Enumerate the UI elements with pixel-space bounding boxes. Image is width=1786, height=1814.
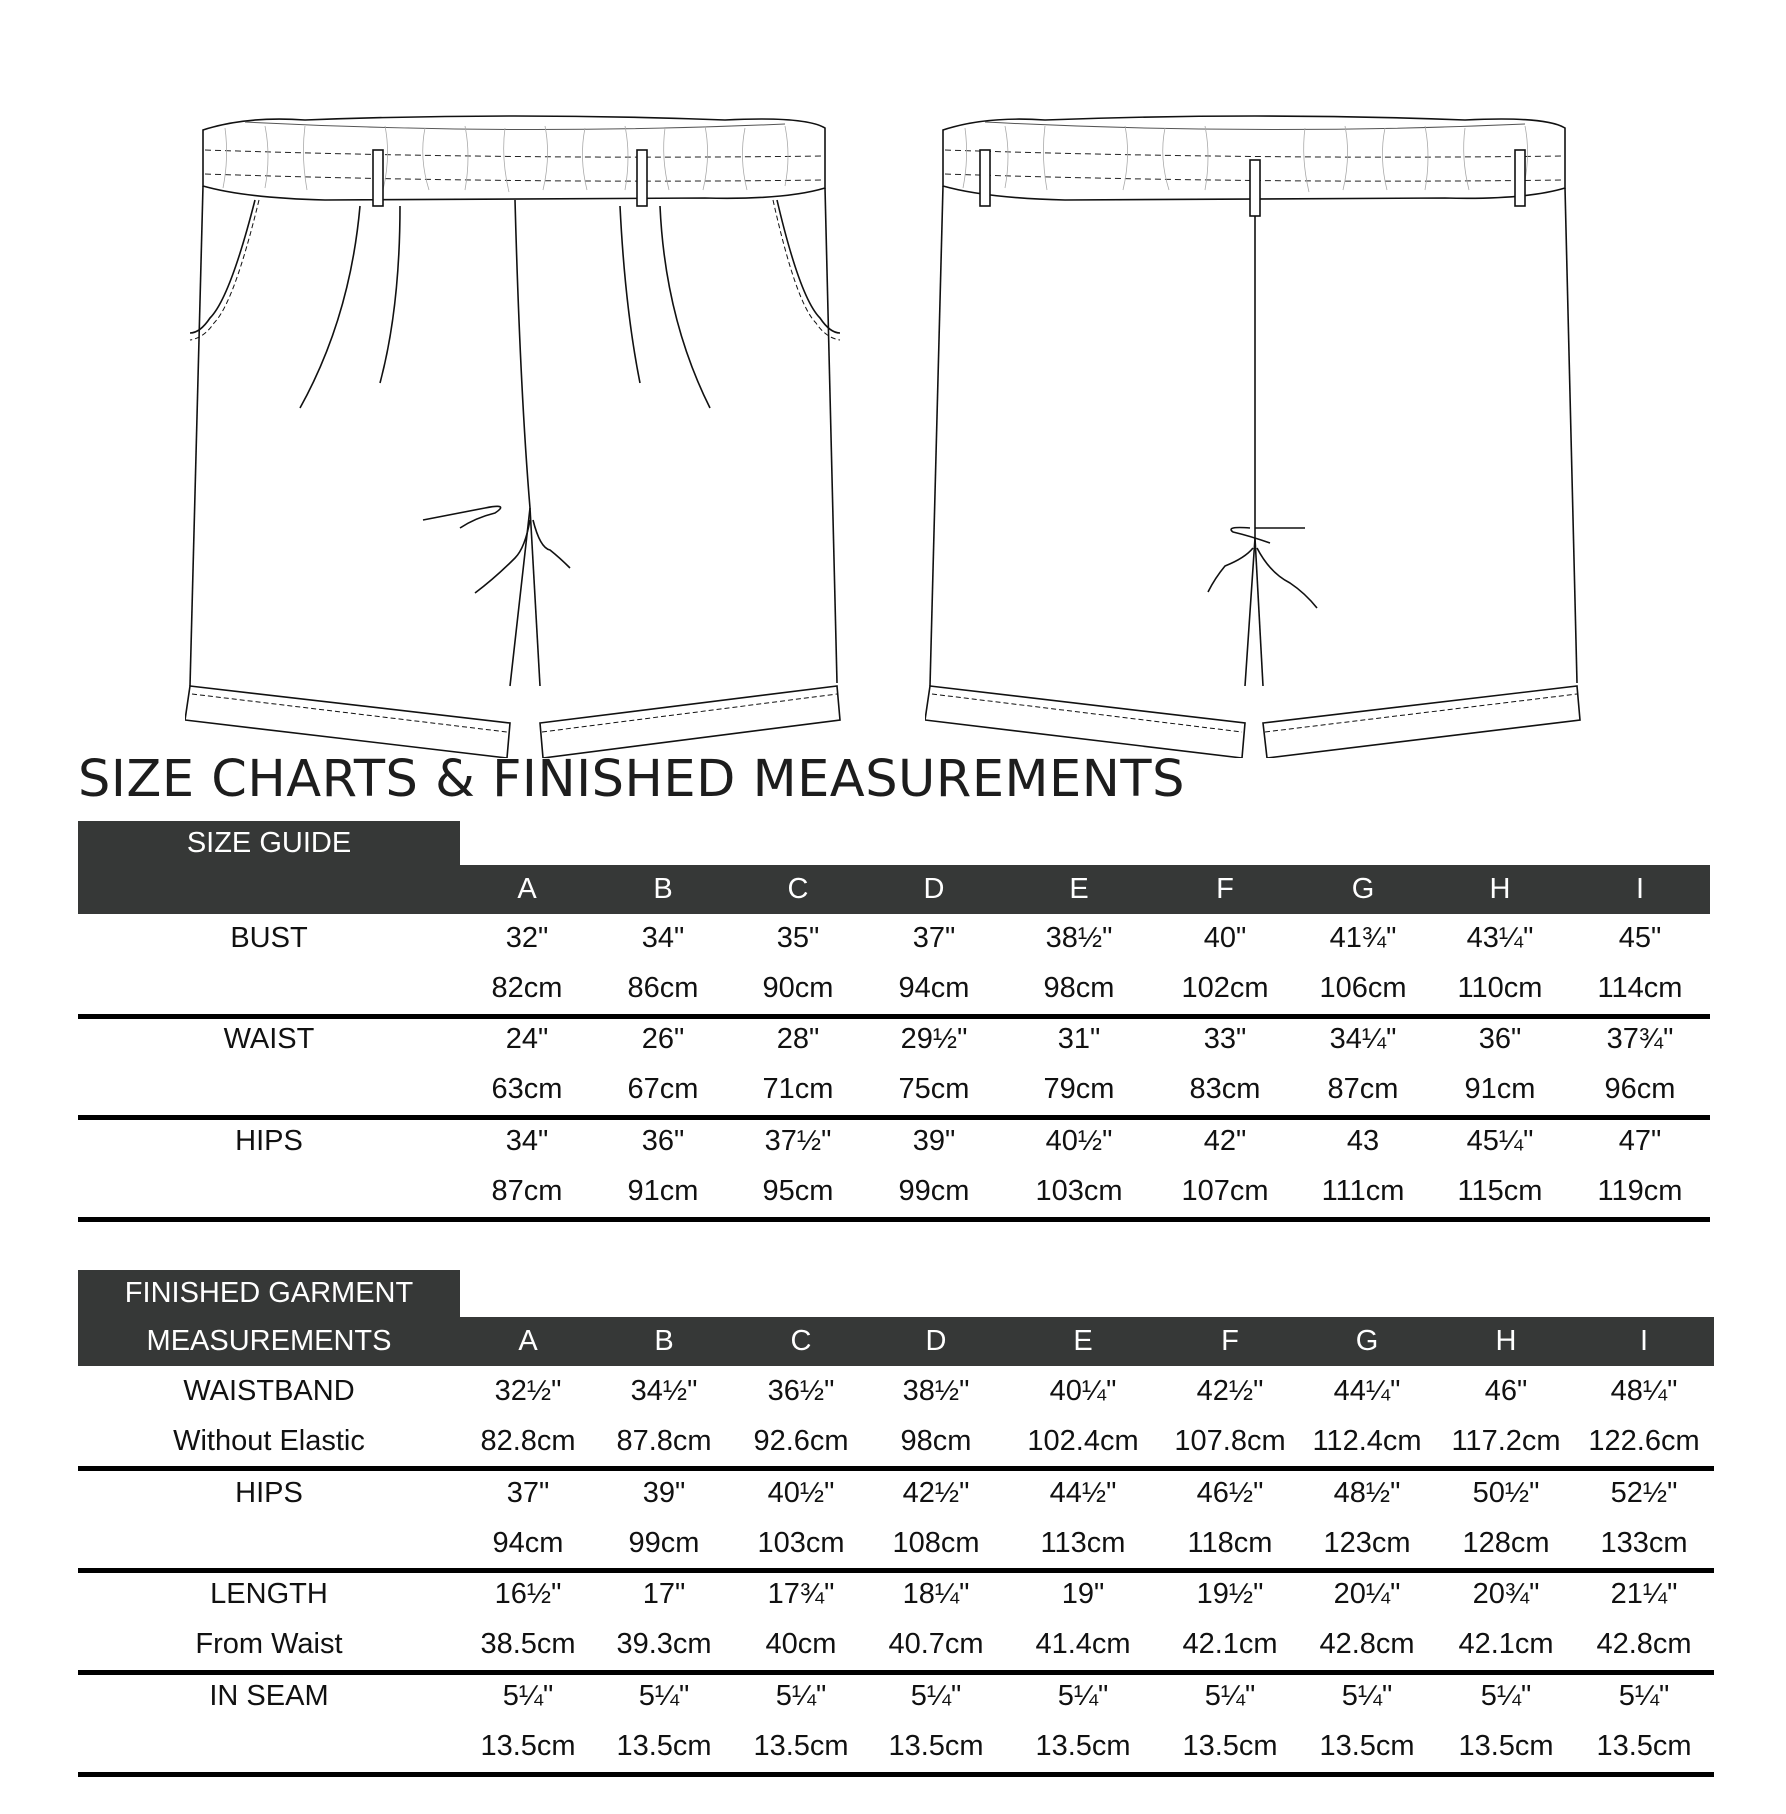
table-row — [78, 1680, 1714, 1770]
value-cm: 13.5cm — [1319, 1730, 1415, 1762]
value-cm: 95cm — [762, 1175, 834, 1207]
value-cm: 87.8cm — [616, 1425, 712, 1457]
value-cm: 108cm — [892, 1527, 980, 1559]
value-inches: 34" — [505, 1125, 549, 1157]
value-inches: 36" — [641, 1125, 685, 1157]
value-cm: 117.2cm — [1451, 1425, 1561, 1457]
value-cm: 90cm — [762, 972, 834, 1004]
size-guide-header-row — [78, 865, 1710, 914]
value-cm: 107cm — [1181, 1175, 1269, 1207]
value-cm: 106cm — [1319, 972, 1407, 1004]
value-cm: 91cm — [1464, 1073, 1536, 1105]
value-cm: 113cm — [1040, 1527, 1126, 1559]
row-label: WAIST — [223, 1023, 315, 1055]
value-cm: 82.8cm — [480, 1425, 576, 1457]
value-cm: 102cm — [1181, 972, 1269, 1004]
row-label: LENGTH — [210, 1578, 328, 1610]
value-inches: 37¾" — [1606, 1023, 1674, 1055]
value-inches: 43¼" — [1466, 922, 1534, 954]
row-divider — [78, 1568, 1714, 1573]
table-row — [78, 1578, 1714, 1668]
value-cm: 75cm — [898, 1073, 970, 1105]
size-header: I — [1639, 1325, 1649, 1357]
row-sublabel: From Waist — [195, 1628, 343, 1660]
value-inches: 50½" — [1472, 1477, 1540, 1509]
row-label: BUST — [230, 922, 308, 954]
value-inches: 42½" — [1196, 1375, 1264, 1407]
row-label: WAISTBAND — [183, 1375, 355, 1407]
value-cm: 102.4cm — [1027, 1425, 1139, 1457]
value-inches: 21¼" — [1610, 1578, 1678, 1610]
value-cm: 133cm — [1600, 1527, 1688, 1559]
value-inches: 20¼" — [1333, 1578, 1401, 1610]
table-row — [78, 1477, 1714, 1567]
size-header: G — [1351, 873, 1375, 905]
shorts-back-drawing — [925, 108, 1585, 758]
value-cm: 99cm — [898, 1175, 970, 1207]
size-header: B — [653, 873, 673, 905]
row-divider — [78, 1115, 1710, 1120]
value-inches: 42" — [1203, 1125, 1247, 1157]
value-cm: 39.3cm — [616, 1628, 712, 1660]
value-inches: 40½" — [1045, 1125, 1113, 1157]
value-cm: 71cm — [762, 1073, 834, 1105]
value-inches: 52½" — [1610, 1477, 1678, 1509]
row-label: IN SEAM — [209, 1680, 329, 1712]
row-label: HIPS — [235, 1125, 303, 1157]
value-cm: 111cm — [1321, 1175, 1405, 1207]
value-cm: 13.5cm — [480, 1730, 576, 1762]
value-cm: 115cm — [1457, 1175, 1543, 1207]
value-cm: 103cm — [1035, 1175, 1123, 1207]
value-inches: 41¾" — [1329, 922, 1397, 954]
value-inches: 32½" — [494, 1375, 562, 1407]
value-inches: 40½" — [767, 1477, 835, 1509]
row-label: HIPS — [235, 1477, 303, 1509]
value-inches: 5¼" — [1480, 1680, 1532, 1712]
value-cm: 67cm — [627, 1073, 699, 1105]
value-inches: 48½" — [1333, 1477, 1401, 1509]
value-inches: 34½" — [630, 1375, 698, 1407]
value-inches: 18¼" — [902, 1578, 970, 1610]
value-cm: 118cm — [1187, 1527, 1273, 1559]
value-cm: 82cm — [491, 972, 563, 1004]
value-cm: 123cm — [1323, 1527, 1411, 1559]
finished-garment-title: FINISHED GARMENT — [124, 1277, 414, 1309]
value-inches: 31" — [1057, 1023, 1101, 1055]
value-inches: 5¼" — [775, 1680, 827, 1712]
value-cm: 99cm — [628, 1527, 700, 1559]
size-header: B — [654, 1325, 674, 1357]
row-divider — [78, 1670, 1714, 1675]
table-row — [78, 1125, 1710, 1215]
value-inches: 5¼" — [502, 1680, 554, 1712]
shorts-front-drawing — [185, 108, 845, 758]
size-header: D — [923, 873, 945, 905]
table-row — [78, 1375, 1714, 1465]
table-row — [78, 922, 1710, 1012]
size-header: F — [1221, 1325, 1239, 1357]
value-cm: 42.8cm — [1319, 1628, 1415, 1660]
value-inches: 29½" — [900, 1023, 968, 1055]
value-inches: 17¾" — [767, 1578, 835, 1610]
size-header: C — [787, 873, 809, 905]
value-inches: 5¼" — [1057, 1680, 1109, 1712]
size-header: D — [925, 1325, 947, 1357]
size-header: A — [517, 873, 537, 905]
value-inches: 26" — [641, 1023, 685, 1055]
value-cm: 87cm — [1327, 1073, 1399, 1105]
value-inches: 45¼" — [1466, 1125, 1534, 1157]
value-inches: 46" — [1484, 1375, 1528, 1407]
value-cm: 87cm — [491, 1175, 563, 1207]
value-cm: 94cm — [898, 972, 970, 1004]
value-cm: 114cm — [1597, 972, 1683, 1004]
size-header: G — [1355, 1325, 1379, 1357]
finished-garment-tab — [78, 1270, 460, 1317]
table-row — [78, 1023, 1710, 1113]
value-inches: 36" — [1478, 1023, 1522, 1055]
value-cm: 98cm — [1043, 972, 1115, 1004]
value-inches: 42½" — [902, 1477, 970, 1509]
size-header: C — [790, 1325, 812, 1357]
row-divider — [78, 1014, 1710, 1019]
value-inches: 40" — [1203, 922, 1247, 954]
value-cm: 79cm — [1043, 1073, 1115, 1105]
value-cm: 13.5cm — [1035, 1730, 1131, 1762]
value-cm: 91cm — [627, 1175, 699, 1207]
size-header: F — [1216, 873, 1234, 905]
value-cm: 40.7cm — [888, 1628, 984, 1660]
value-inches: 20¾" — [1472, 1578, 1540, 1610]
value-cm: 13.5cm — [1182, 1730, 1278, 1762]
value-cm: 63cm — [491, 1073, 563, 1105]
value-inches: 5¼" — [1204, 1680, 1256, 1712]
value-inches: 40¼" — [1049, 1375, 1117, 1407]
row-divider — [78, 1217, 1710, 1222]
size-header: H — [1495, 1325, 1517, 1357]
value-cm: 41.4cm — [1035, 1628, 1131, 1660]
size-header: H — [1489, 873, 1511, 905]
value-cm: 38.5cm — [480, 1628, 576, 1660]
value-cm: 119cm — [1597, 1175, 1683, 1207]
value-cm: 40cm — [765, 1628, 837, 1660]
value-inches: 19" — [1061, 1578, 1105, 1610]
value-cm: 128cm — [1462, 1527, 1550, 1559]
page-title: SIZE CHARTS & FINISHED MEASUREMENTS — [78, 750, 1185, 810]
value-inches: 38½" — [1045, 922, 1113, 954]
row-divider — [78, 1466, 1714, 1471]
value-cm: 92.6cm — [753, 1425, 849, 1457]
value-inches: 5¼" — [910, 1680, 962, 1712]
value-cm: 42.1cm — [1182, 1628, 1278, 1660]
finished-garment-title-line2: MEASUREMENTS — [146, 1325, 392, 1357]
value-inches: 34¼" — [1329, 1023, 1397, 1055]
value-cm: 13.5cm — [616, 1730, 712, 1762]
size-guide-tab — [78, 821, 460, 865]
value-inches: 46½" — [1196, 1477, 1264, 1509]
value-inches: 45" — [1618, 922, 1662, 954]
value-inches: 24" — [505, 1023, 549, 1055]
value-cm: 13.5cm — [888, 1730, 984, 1762]
value-inches: 43 — [1346, 1125, 1380, 1157]
value-inches: 33" — [1203, 1023, 1247, 1055]
value-inches: 35" — [776, 922, 820, 954]
size-header: A — [518, 1325, 538, 1357]
value-cm: 112.4cm — [1312, 1425, 1422, 1457]
value-inches: 5¼" — [638, 1680, 690, 1712]
size-header: E — [1073, 1325, 1093, 1357]
value-inches: 32" — [505, 922, 549, 954]
value-inches: 38½" — [902, 1375, 970, 1407]
value-inches: 36½" — [767, 1375, 835, 1407]
value-cm: 107.8cm — [1174, 1425, 1286, 1457]
value-inches: 28" — [776, 1023, 820, 1055]
value-inches: 5¼" — [1618, 1680, 1670, 1712]
value-cm: 122.6cm — [1588, 1425, 1700, 1457]
value-inches: 44¼" — [1333, 1375, 1401, 1407]
value-inches: 48¼" — [1610, 1375, 1678, 1407]
value-inches: 39" — [642, 1477, 686, 1509]
row-divider — [78, 1772, 1714, 1777]
value-cm: 86cm — [627, 972, 699, 1004]
value-cm: 110cm — [1457, 972, 1543, 1004]
value-inches: 5¼" — [1341, 1680, 1393, 1712]
value-inches: 17" — [642, 1578, 686, 1610]
value-cm: 83cm — [1189, 1073, 1261, 1105]
value-cm: 42.1cm — [1458, 1628, 1554, 1660]
value-cm: 103cm — [757, 1527, 845, 1559]
value-cm: 98cm — [900, 1425, 972, 1457]
value-cm: 96cm — [1604, 1073, 1676, 1105]
value-inches: 16½" — [494, 1578, 562, 1610]
value-cm: 42.8cm — [1596, 1628, 1692, 1660]
value-inches: 44½" — [1049, 1477, 1117, 1509]
value-inches: 47" — [1618, 1125, 1662, 1157]
value-inches: 37" — [912, 922, 956, 954]
value-cm: 13.5cm — [1596, 1730, 1692, 1762]
value-inches: 39" — [912, 1125, 956, 1157]
size-guide-title: SIZE GUIDE — [186, 827, 352, 859]
finished-garment-header-row — [78, 1317, 1714, 1366]
size-header: I — [1635, 873, 1645, 905]
size-header: E — [1069, 873, 1089, 905]
value-cm: 13.5cm — [1458, 1730, 1554, 1762]
value-cm: 13.5cm — [753, 1730, 849, 1762]
value-inches: 37" — [506, 1477, 550, 1509]
value-inches: 19½" — [1196, 1578, 1264, 1610]
value-cm: 94cm — [492, 1527, 564, 1559]
value-inches: 37½" — [764, 1125, 832, 1157]
value-inches: 34" — [641, 922, 685, 954]
row-sublabel: Without Elastic — [173, 1425, 365, 1457]
